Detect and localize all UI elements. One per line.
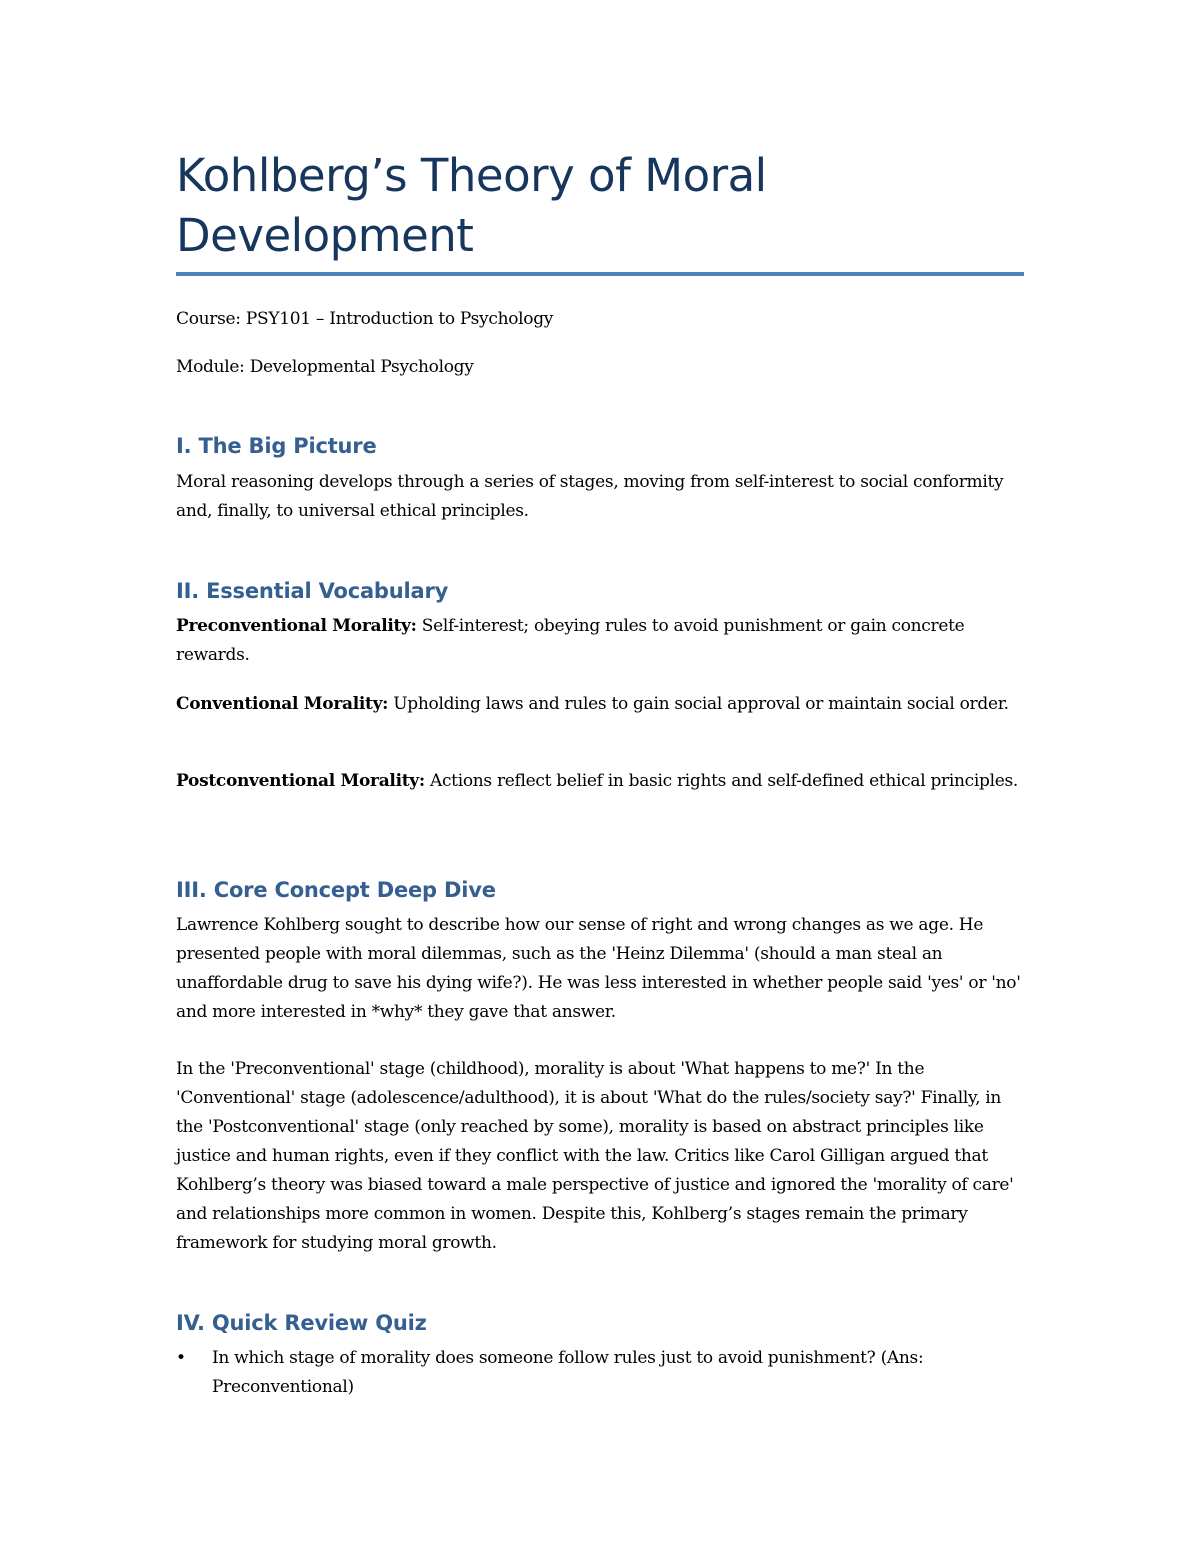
vocab-definition: Self-interest; obeying rules to avoid punishment or gain concrete rewards. xyxy=(176,616,965,665)
vocab-term: Conventional Morality: xyxy=(176,694,389,714)
vocab-term: Postconventional Morality: xyxy=(176,771,425,791)
big-picture-body: Moral reasoning develops through a series of stages, moving from self-interest to social conformity and, finally, to universal ethical principles. xyxy=(176,472,1004,521)
title-underline xyxy=(176,272,1024,276)
vocab-entry xyxy=(176,690,1026,719)
section-heading-big-picture: I. The Big Picture xyxy=(176,434,377,458)
vocab-definition: Actions reflect belief in basic rights and self-defined ethical principles. xyxy=(424,771,1019,791)
module-line: Module: Developmental Psychology xyxy=(176,357,474,377)
deep-dive-paragraph: In the 'Preconventional' stage (childhood), morality is about 'What happens to me?' In the 'Conventional' stage (adolescence/adulthood), it is about 'What do the rules/society say?' Finally, in the 'Postconventional' stage (only reached by some), morality is based on abstract principles like justice and human rights, even if they conflict with the law. Critics like Carol Gilligan argued that Kohlberg’s theory was biased toward a male perspective of justice and ignored the 'morality of care' and relationships more common in women. Despite this, Kohlberg’s stages remain the primary framework for studying moral growth. xyxy=(176,1059,1014,1253)
bullet-icon: • xyxy=(176,1348,186,1368)
section-heading-deep-dive: III. Core Concept Deep Dive xyxy=(176,878,496,902)
quiz-question: In which stage of morality does someone follow rules just to avoid punishment? (Ans: Preconventional) xyxy=(212,1348,924,1397)
vocab-term: Preconventional Morality: xyxy=(176,616,417,636)
deep-dive-paragraph: Lawrence Kohlberg sought to describe how our sense of right and wrong changes as we age. He presented people with moral dilemmas, such as the 'Heinz Dilemma' (should a man steal an unaffordable drug to save his dying wife?). He was less interested in whether people said 'yes' or 'no' and more interested in *why* they gave that answer. xyxy=(176,915,1021,1022)
vocab-entry xyxy=(176,767,1026,796)
course-line: Course: PSY101 – Introduction to Psychology xyxy=(176,309,554,329)
section-heading-quiz: IV. Quick Review Quiz xyxy=(176,1311,427,1335)
quiz-item xyxy=(176,1344,1026,1402)
vocab-definition: Upholding laws and rules to gain social approval or maintain social order. xyxy=(388,694,1009,714)
quiz-list xyxy=(176,1344,1026,1402)
vocab-entry xyxy=(176,612,1026,670)
document-title: Kohlberg’s Theory of Moral Development xyxy=(176,149,767,262)
section-heading-vocabulary: II. Essential Vocabulary xyxy=(176,579,449,603)
